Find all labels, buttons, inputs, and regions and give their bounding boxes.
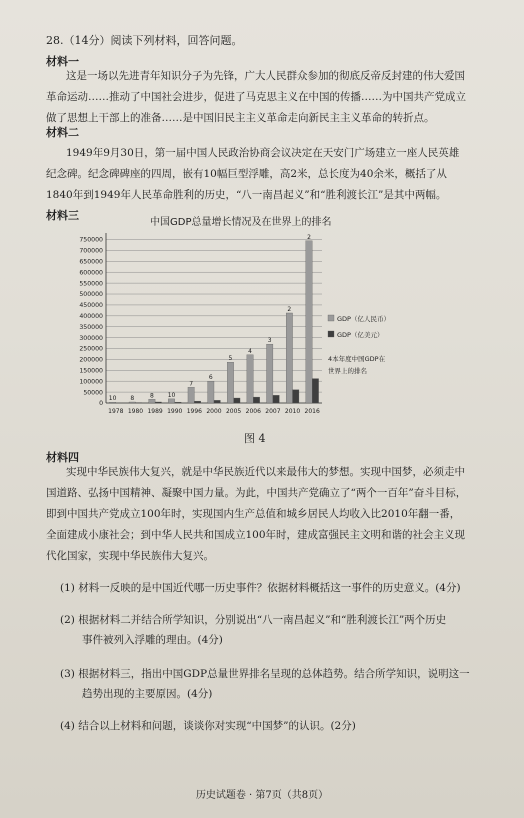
page-footer: 历史试题卷 · 第7页（共8页） [195, 790, 329, 801]
legend-swatch [328, 315, 334, 321]
y-tick-label: 200000 [79, 356, 103, 364]
bar-rmb [129, 402, 135, 403]
bar-usd [155, 402, 161, 403]
y-tick-label: 150000 [79, 367, 103, 375]
bar-rmb [149, 399, 155, 403]
y-tick-label: 500000 [79, 291, 103, 299]
bar-rmb [208, 381, 214, 403]
bar-rmb [227, 362, 233, 403]
rank-label: 5 [228, 355, 233, 363]
material-3-title: 材料三 [46, 209, 79, 222]
bar-rmb [247, 355, 253, 403]
sub-question-4: (4) 结合以上材料和问题，谈谈你对实现“中国梦”的认识。(2分) [60, 720, 356, 732]
rank-label: 10 [108, 395, 117, 403]
rank-label: 4 [248, 347, 252, 355]
material-1-text [46, 66, 466, 129]
material-4-text [46, 462, 466, 567]
figure-caption: 图 4 [244, 432, 266, 445]
y-tick-label: 0 [99, 400, 103, 408]
y-tick-label: 50000 [83, 389, 103, 397]
bar-rmb [188, 387, 194, 403]
y-tick-label: 300000 [79, 334, 103, 342]
rank-label: 6 [208, 374, 213, 382]
legend-label: GDP（亿人民币） [337, 315, 390, 323]
legend-label: GDP（亿美元） [337, 331, 384, 339]
sub-question-3-line: 趋势出现的主要原因。(4分) [82, 688, 213, 700]
y-tick-label: 450000 [79, 302, 103, 310]
sub-question-1: (1) 材料一反映的是中国近代哪一历史事件？依据材料概括这一事件的历史意义。(4分) [60, 582, 461, 594]
bar-usd [253, 397, 259, 403]
y-tick-label: 100000 [79, 378, 103, 386]
x-tick-label: 1989 [147, 408, 163, 415]
rank-legend-label: 4本年度中国GDP在 [328, 355, 386, 363]
bar-rmb [286, 313, 292, 403]
material-4-line: 代化国家，实现中华民族伟大复兴。 [46, 550, 214, 562]
sub-question-2 [60, 610, 446, 650]
rank-label: 7 [189, 380, 194, 388]
rank-label: 8 [149, 392, 154, 400]
question-header: 28.（14分）阅读下列材料，回答问题。 [46, 34, 243, 47]
material-1-line: 做了思想上干部上的准备……是中国旧民主主义革命走向新民主主义革命的转折点。 [46, 112, 435, 124]
rank-label: 2 [287, 305, 292, 313]
y-tick-label: 400000 [79, 313, 103, 321]
material-2-text [46, 143, 459, 206]
sub-question-2-line: (2) 根据材料二并结合所学知识，分别说出“八一南昌起义”和“胜利渡长江”两个历史 [60, 614, 447, 626]
y-tick-label: 250000 [79, 345, 103, 353]
bar-usd [214, 400, 220, 403]
bar-rmb [109, 402, 115, 403]
material-1-line: 革命运动……推动了中国社会进步，促进了马克思主义在中国的传播……为中国共产党成立 [46, 91, 466, 103]
sub-question-2-line: 事件被列入浮雕的理由。(4分) [82, 634, 223, 646]
y-tick-label: 550000 [79, 280, 103, 288]
y-tick-label: 750000 [79, 236, 103, 244]
bar-rmb [306, 241, 312, 403]
x-tick-label: 2016 [304, 408, 320, 415]
sub-question-3-line: (3) 根据材料三，指出中国GDP总量世界排名呈现的总体趋势。结合所学知识，说明这一 [60, 668, 470, 680]
rank-label: 2 [307, 233, 311, 241]
x-tick-label: 2005 [225, 408, 242, 415]
sub-question-3 [60, 664, 470, 704]
material-2-line: 纪念碑。纪念碑碑座的四周，嵌有10幅巨型浮雕，高2米，总长度为40余米，概括了从 [46, 168, 447, 180]
chart-title: 中国GDP总量增长情况及在世界上的排名 [150, 217, 332, 228]
rank-label: 8 [130, 395, 135, 403]
x-tick-label: 1980 [127, 408, 144, 415]
bar-usd [312, 379, 318, 403]
material-2-title: 材料二 [46, 126, 79, 139]
bar-usd [293, 390, 299, 403]
x-tick-label: 2010 [284, 408, 301, 415]
material-2-line: 1949年9月30日，第一届中国人民政治协商会议决定在天安门广场建立一座人民英雄 [66, 147, 460, 159]
x-tick-label: 2006 [245, 408, 261, 415]
material-4-line: 全面建成小康社会；到中华人民共和国成立100年时，建成富强民主文明和谐的社会主义现 [46, 529, 466, 541]
x-tick-label: 1978 [108, 408, 124, 415]
gdp-chart [60, 215, 390, 430]
bar-usd [234, 398, 240, 403]
x-tick-label: 2000 [206, 408, 222, 415]
material-4-line: 实现中华民族伟大复兴，就是中华民族近代以来最伟大的梦想。实现中国梦，必须走中 [66, 466, 465, 478]
bar-usd [194, 401, 200, 403]
y-tick-label: 600000 [79, 269, 103, 277]
legend-swatch [328, 331, 334, 337]
bar-usd [273, 395, 279, 403]
bar-usd [175, 402, 181, 403]
material-2-line: 1840年到1949年人民革命胜利的历史，“八一南昌起义”和“胜利渡长江”是其中两幅。 [46, 189, 447, 201]
material-4-line: 即到中国共产党成立100年时，实现国内生产总值和城乡居民人均收入比2010年翻一番， [46, 508, 461, 520]
bar-rmb [267, 344, 273, 403]
y-tick-label: 350000 [79, 323, 103, 331]
material-1-line: 这是一场以先进青年知识分子为先锋，广大人民群众参加的彻底反帝反封建的伟大爱国 [66, 70, 465, 82]
x-tick-label: 1996 [186, 408, 203, 415]
rank-label: 3 [267, 337, 272, 345]
material-1-title: 材料一 [46, 55, 79, 68]
y-tick-label: 650000 [79, 258, 103, 266]
rank-legend-label: 世界上的排名 [328, 367, 367, 375]
x-tick-label: 1990 [167, 408, 183, 415]
bar-rmb [168, 399, 174, 403]
rank-label: 10 [167, 391, 176, 399]
material-4-line: 国道路、弘扬中国精神、凝聚中国力量。为此，中国共产党确立了“两个一百年”奋斗目标， [46, 487, 467, 499]
material-4-title: 材料四 [46, 451, 79, 464]
y-tick-label: 700000 [79, 247, 103, 255]
x-tick-label: 2007 [265, 408, 281, 415]
